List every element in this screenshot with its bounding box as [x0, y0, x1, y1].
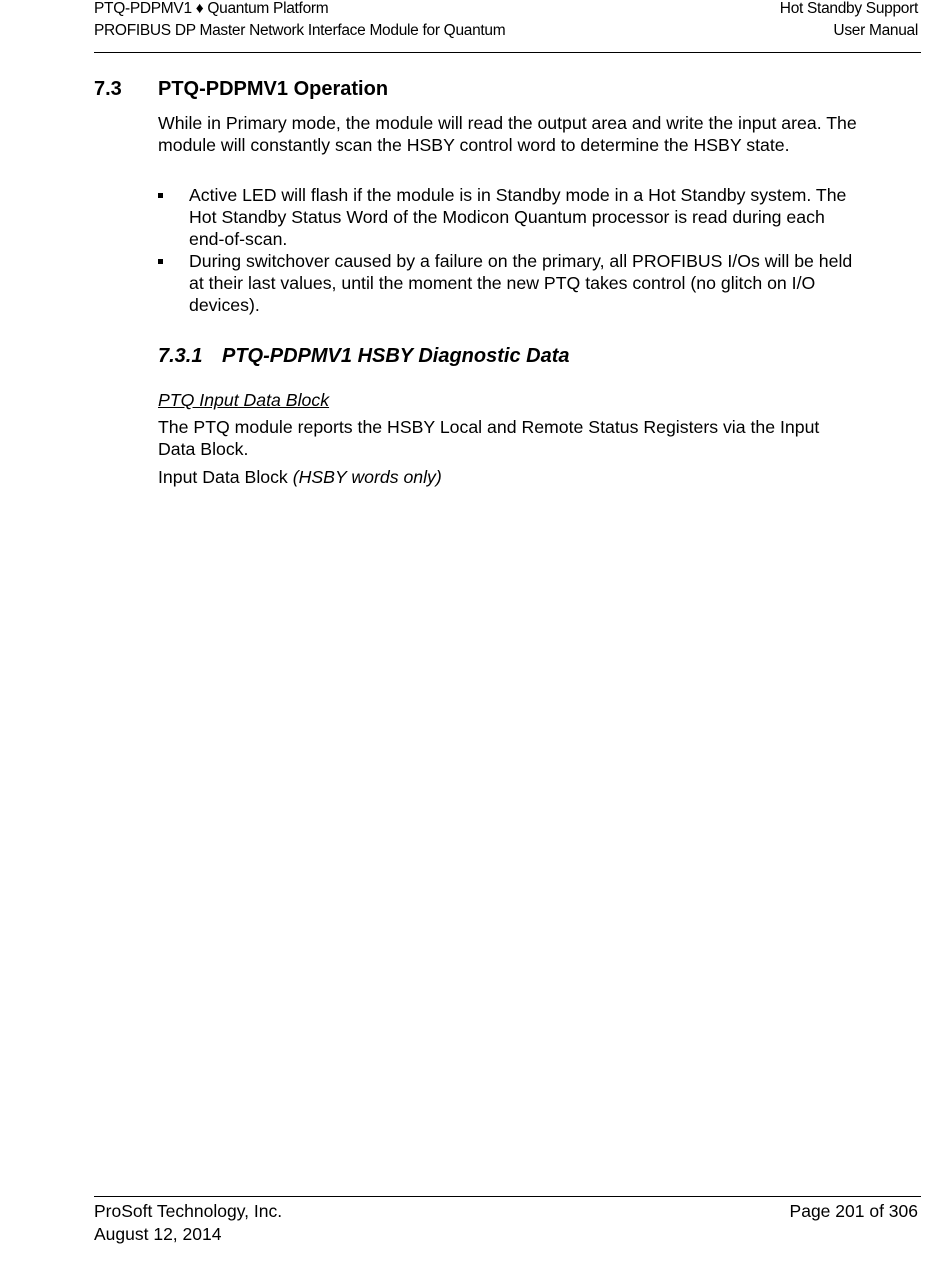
header-row-2 [94, 20, 921, 42]
footer-row-1 [94, 1200, 921, 1223]
section-title: PTQ-PDPMV1 Operation [158, 78, 389, 100]
footer-date: August 12, 2014 [94, 1224, 222, 1244]
header-chapter-title: Hot Standby Support [779, 0, 918, 17]
block-title: PTQ Input Data Block [158, 390, 330, 410]
footer-row-2 [94, 1223, 921, 1246]
page-header [94, 0, 921, 53]
section-bullet-list [158, 184, 858, 316]
input-block-line [158, 466, 858, 488]
section-intro-paragraph: While in Primary mode, the module will read the output area and write the input area. The module will constantly scan the HSBY control word to determine the HSBY state. [158, 113, 857, 155]
square-bullet-icon [158, 259, 163, 264]
input-block-label: Input Data Block [158, 467, 288, 487]
subsection-paragraph: The PTQ module reports the HSBY Local and Remote Status Registers via the Input Data Block. [158, 417, 820, 459]
header-product-description: PROFIBUS DP Master Network Interface Module for Quantum [94, 22, 506, 39]
bullet-item [158, 250, 858, 316]
footer-company: ProSoft Technology, Inc. [94, 1201, 283, 1221]
footer-page-number: Page 201 of 306 [789, 1201, 918, 1221]
bullet-text: Active LED will flash if the module is in Standby mode in a Hot Standby system. The Hot Standby Status Word of the Modicon Quantum processor is read during each end-of-scan. [189, 185, 847, 249]
section-heading [94, 76, 388, 102]
section-number: 7.3 [94, 78, 122, 100]
subsection-title: PTQ-PDPMV1 HSBY Diagnostic Data [222, 345, 570, 367]
square-bullet-icon [158, 193, 163, 198]
input-block-note: (HSBY words only) [292, 467, 442, 487]
header-row-1 [94, 0, 921, 20]
subsection-heading [158, 343, 569, 369]
header-document-type: User Manual [833, 22, 918, 39]
header-product-platform: PTQ-PDPMV1 ♦ Quantum Platform [94, 0, 329, 17]
bullet-text: During switchover caused by a failure on the primary, all PROFIBUS I/Os will be held at their last values, until the moment the new PTQ takes control (no glitch on I/O devices). [189, 251, 853, 315]
bullet-item [158, 184, 858, 250]
page-footer [94, 1196, 921, 1246]
subsection-number: 7.3.1 [158, 345, 203, 367]
